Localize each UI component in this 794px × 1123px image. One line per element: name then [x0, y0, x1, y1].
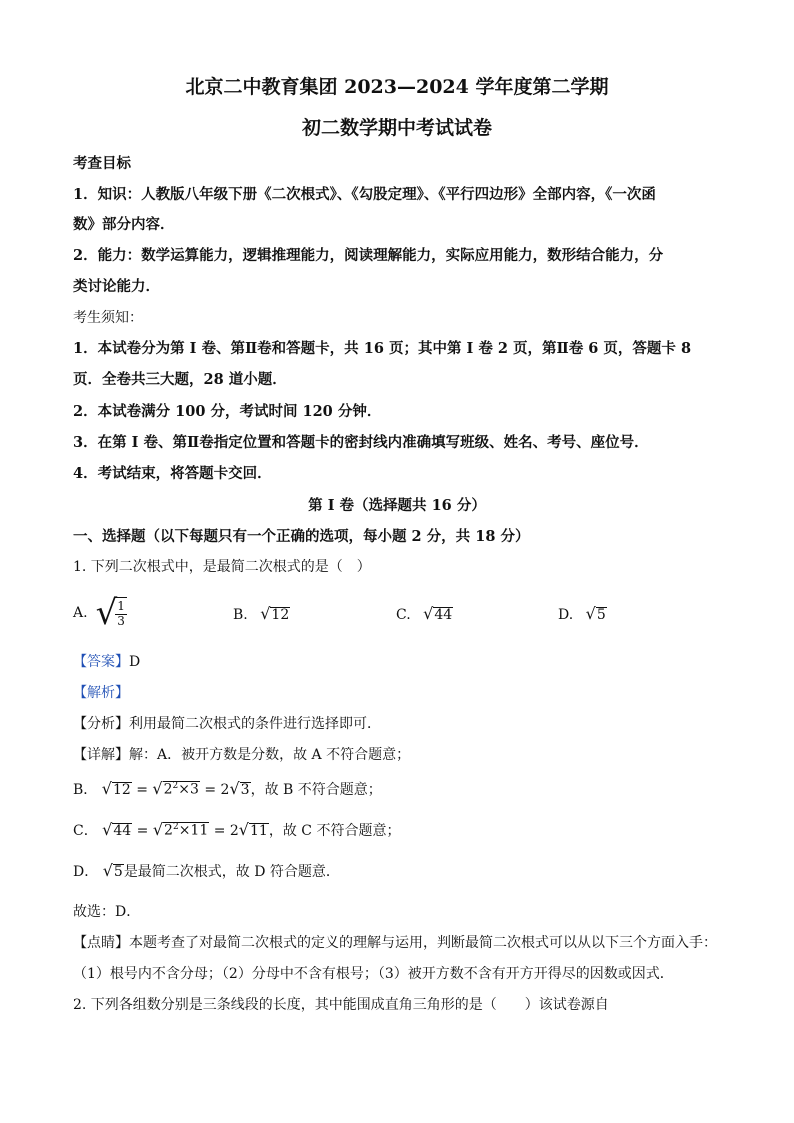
q1-answer [73, 651, 140, 671]
line-d-radicand: 5 [113, 864, 123, 880]
line-b-label: B． [73, 782, 98, 798]
notice-item3: 3．在第 I 卷、第Ⅱ卷指定位置和答题卡的密封线内准确填写班级、姓名、考号、座位号． [73, 434, 649, 451]
q1-option-d: D. √5 [558, 604, 606, 623]
q1-option-d-value: 5 [596, 607, 606, 623]
line-c-text: ，故 C 不符合题意； [268, 823, 401, 839]
analysis-tag-text: 【解析】 [73, 685, 129, 701]
detail-tag: 【详解】 [73, 747, 129, 763]
q1-conclusion: 故选：D． [73, 904, 141, 920]
line-b-factor: ×3 [178, 782, 199, 798]
q1-fenxi [73, 713, 381, 733]
q1-analysis-tag [73, 682, 129, 702]
section-heading: 一、选择题（以下每题只有一个正确的选项，每小题 2 分，共 18 分） [73, 528, 530, 545]
q1-line-d: D． √5是最简二次根式，故 D 符合题意． [73, 861, 340, 880]
line-c-base: 2 [164, 823, 173, 839]
line-c-radicand-1: 44 [113, 823, 132, 839]
line-c-factor: ×11 [178, 823, 209, 839]
fenxi-tag: 【分析】 [73, 716, 129, 732]
exam-title-line1: 北京二中教育集团 2023—2024 学年度第二学期 [185, 76, 609, 98]
notice-item4: 4．考试结束，将答题卡交回． [73, 465, 272, 482]
q1-line-b: B． $√12 = √2^2\times 3 = 2√3$，故 B 不符合题意； [73, 779, 382, 798]
line-d-text: 是最简二次根式，故 D 符合题意． [123, 864, 340, 880]
line-c-radicand-3: 11 [250, 823, 268, 839]
q1-option-c-value: 44 [434, 607, 453, 623]
q1-option-a-radical: √ $\frac{1}{3}$ [95, 593, 125, 633]
line-c-label: C． [73, 823, 98, 839]
point-text: 本题考查了对最简二次根式的定义的理解与运用，判断最简二次根式可以从以下三个方面入手： [129, 935, 717, 951]
goals-item1-line1: 1．知识：人教版八年级下册《二次根式》、《勾股定理》、《平行四边形》全部内容，《一次函 [73, 186, 656, 203]
q2-stem: 2. 下列各组数分别是三条线段的长度，其中能围成直角三角形的是（ ）该试卷源自 [73, 997, 609, 1013]
answer-value: D [129, 654, 141, 670]
q1-point-line2: （1）根号内不含分母；（2）分母中不含有根号；（3）被开方数不含有开方开得尽的因数或因式． [73, 966, 674, 982]
line-b-base: 2 [163, 782, 173, 798]
q1-line-c: C． $√44 = √2^2\times 11 = 2√11$，故 C 不符合题意； [73, 820, 401, 839]
notice-item1-line1: 1．本试卷分为第 I 卷、第Ⅱ卷和答题卡，共 16 页；其中第 I 卷 2 页，第Ⅱ卷 6 页，答题卡 8 [73, 340, 692, 357]
point-tag: 【点睛】 [73, 935, 129, 951]
q1-detail [73, 744, 410, 764]
notice-item2: 2．本试卷满分 100 分，考试时间 120 分钟． [73, 403, 382, 420]
line-b-radicand-3: 3 [240, 782, 250, 798]
notice-heading: 考生须知： [73, 310, 143, 326]
q1-option-b-value: 12 [271, 607, 290, 623]
q1-option-a-denominator: 3 [117, 614, 125, 628]
q1-option-b-label: B. [233, 607, 248, 623]
q1-point [73, 932, 717, 952]
goals-heading: 考查目标 [73, 155, 131, 172]
q1-option-a-label: A. [73, 605, 88, 621]
goals-item2-line1: 2．能力：数学运算能力，逻辑推理能力，阅读理解能力，实际应用能力，数形结合能力，分 [73, 247, 664, 264]
line-d-label: D． [73, 864, 99, 880]
fenxi-text: 利用最简二次根式的条件进行选择即可． [129, 716, 381, 732]
part1-heading: 第 I 卷（选择题共 16 分） [308, 497, 486, 514]
notice-item1-line2: 页．全卷共三大题，28 道小题． [73, 371, 287, 388]
goals-item2-line2: 类讨论能力． [73, 278, 160, 295]
goals-item1-line2: 数》部分内容． [73, 216, 175, 233]
line-b-text: ，故 B 不符合题意； [250, 782, 382, 798]
q1-option-b: B. √12 [233, 604, 290, 623]
answer-tag: 【答案】 [73, 654, 129, 670]
q1-option-c-label: C. [396, 607, 411, 623]
q1-option-c: C. √44 [396, 604, 453, 623]
q1-option-a [73, 593, 127, 633]
line-b-radicand-1: 12 [112, 782, 131, 798]
q1-option-a-numerator: 1 [117, 599, 125, 614]
detail-text: 解：A．被开方数是分数，故 A 不符合题意； [129, 747, 411, 763]
q1-option-d-label: D. [558, 607, 574, 623]
exam-title-line2: 初二数学期中考试试卷 [301, 117, 492, 139]
q1-stem: 1. 下列二次根式中，是最简二次根式的是（ ） [73, 559, 371, 575]
